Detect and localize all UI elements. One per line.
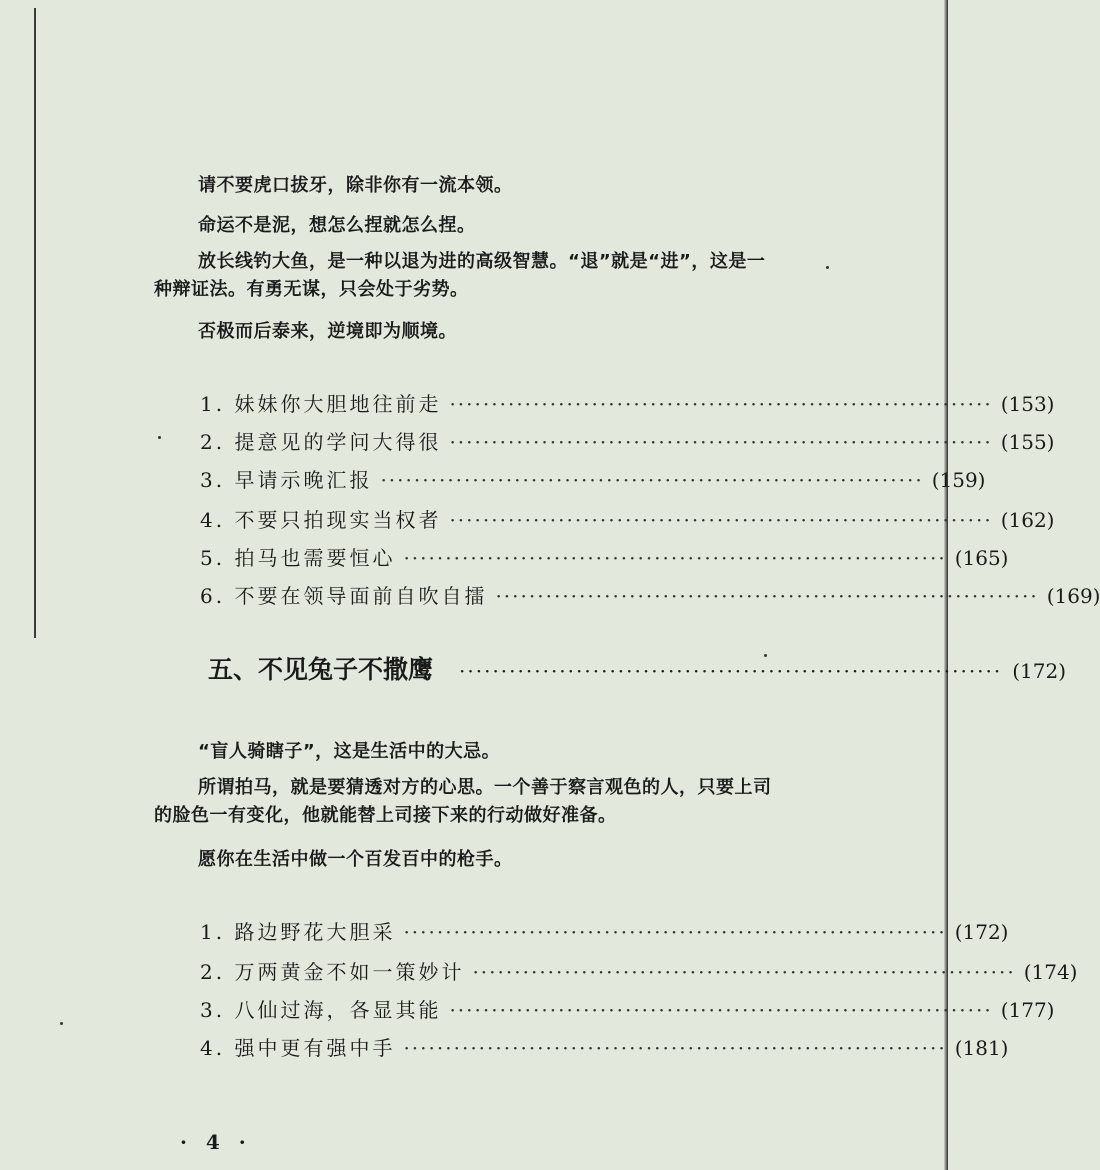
leader-dots: ································································· [449,430,993,454]
leader-dots: ································································· [403,1036,947,1060]
toc-entry-title: 4. 强中更有强中手 [200,1036,396,1060]
toc-entry-title: 1. 妹妹你大胆地往前走 [200,392,442,416]
toc-entry-title: 3. 八仙过海，各显其能 [200,998,442,1022]
leader-dots: ································································· [459,659,1003,683]
toc-entry-page: (165) [954,546,1009,570]
toc-entry[interactable] [200,994,1055,1024]
toc-entry-title: 5. 拍马也需要恒心 [200,546,396,570]
toc-entry-page: (153) [1000,392,1055,416]
leader-dots: ································································· [403,920,947,944]
toc-entry-title: 6. 不要在领导面前自吹自擂 [200,584,488,608]
chapter-heading[interactable] [208,650,1067,694]
toc-entry-title: 1. 路边野花大胆采 [200,920,396,944]
toc-entry-page: (181) [954,1036,1009,1060]
print-speck [158,436,161,439]
toc-entry[interactable] [200,580,1100,610]
leader-dots: ································································· [449,392,993,416]
paragraph: “盲人骑瞎子”，这是生活中的大忌。 [198,741,501,762]
paragraph: 所谓拍马，就是要猜透对方的心思。一个善于察言观色的人，只要上司的脸色一有变化，他就能替上司接下来的行动做好准备。 [154,777,772,826]
paragraph: 愿你在生活中做一个百发百中的枪手。 [198,849,513,870]
toc-entry-title: 2. 提意见的学问大得很 [200,430,442,454]
toc-entry-title: 4. 不要只拍现实当权者 [200,508,442,532]
toc-entry[interactable] [200,388,1055,418]
toc-entry[interactable] [200,464,986,494]
print-speck [764,654,767,657]
toc-entry-title: 3. 早请示晚汇报 [200,468,373,492]
toc-entry-page: (159) [931,468,986,492]
toc-entry-page: (172) [954,920,1009,944]
toc-entry[interactable] [200,1032,1009,1062]
toc-entry-page: (177) [1000,998,1055,1022]
leader-dots: ································································· [495,584,1039,608]
toc-entry[interactable] [200,916,1009,946]
chapter-title: 五、不见兔子不撒鹰 [208,655,434,684]
paragraph: 命运不是泥，想怎么捏就怎么捏。 [198,215,476,236]
paragraph: 否极而后泰来，逆境即为顺境。 [198,321,457,342]
print-speck [60,1022,63,1025]
page-number: · 4 · [180,1130,252,1154]
leader-dots: ································································· [472,960,1016,984]
toc-entry-title: 2. 万两黄金不如一策妙计 [200,960,465,984]
binding-rule [34,8,36,638]
toc-entry-page: (169) [1046,584,1100,608]
toc-entry-page: (162) [1000,508,1055,532]
toc-entry[interactable] [200,956,1078,986]
leader-dots: ································································· [380,468,924,492]
toc-entry-page: (174) [1023,960,1078,984]
chapter-page: (172) [1012,659,1067,683]
paragraph: 放长线钓大鱼，是一种以退为进的高级智慧。“退”就是“进”，这是一种辩证法。有勇无谋，只会处于劣势。 [154,251,766,300]
toc-entry-page: (155) [1000,430,1055,454]
leader-dots: ································································· [449,998,993,1022]
print-speck [826,266,829,269]
toc-entry[interactable] [200,504,1055,534]
leader-dots: ································································· [403,546,947,570]
paragraph: 请不要虎口拔牙，除非你有一流本领。 [198,175,513,196]
toc-entry[interactable] [200,426,1055,456]
toc-entry[interactable] [200,542,1009,572]
leader-dots: ································································· [449,508,993,532]
